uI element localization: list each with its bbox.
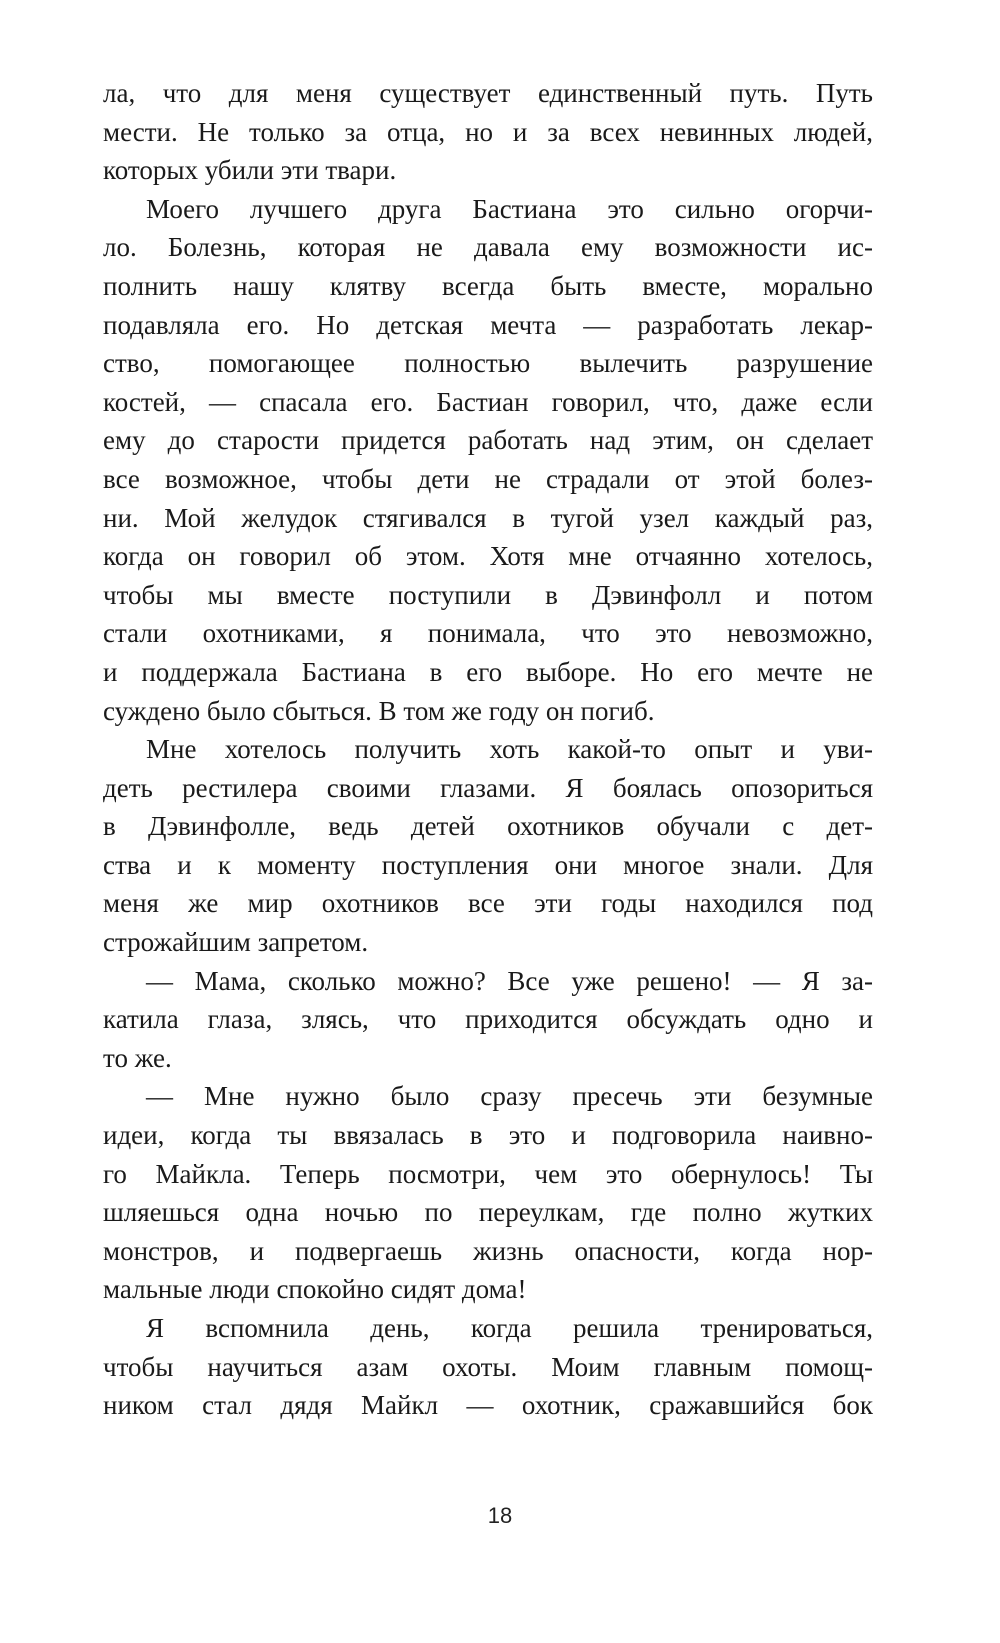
text-line: ства и к моменту поступления они многое знали. Для xyxy=(103,849,873,880)
text-line: стали охотниками, я понимала, что это невозможно, xyxy=(103,618,873,649)
text-line: го Майкла. Теперь посмотри, чем это обернулось! Ты xyxy=(103,1158,873,1189)
text-line: полнить нашу клятву всегда быть вместе, морально xyxy=(103,270,873,301)
text-line: и поддержала Бастиана в его выборе. Но его мечте не xyxy=(103,656,873,687)
text-line: строжайшим запретом. xyxy=(103,927,369,958)
paragraph xyxy=(103,1309,873,1425)
paragraph xyxy=(103,74,873,190)
text-line: ни. Мой желудок стягивался в тугой узел каждый раз, xyxy=(103,502,873,533)
text-line: монстров, и подвергаешь жизнь опасности, когда нор- xyxy=(103,1235,873,1266)
paragraph xyxy=(103,962,873,1078)
text-line: мальные люди спокойно сидят дома! xyxy=(103,1274,527,1305)
text-line: все возможное, чтобы дети не страдали от этой болез- xyxy=(103,463,873,494)
paragraph xyxy=(103,190,873,730)
text-line: Мне хотелось получить хоть какой-то опыт и уви- xyxy=(146,734,873,765)
text-line: Моего лучшего друга Бастиана это сильно огорчи- xyxy=(146,193,873,224)
text-line: которых убили эти твари. xyxy=(103,155,397,186)
text-line: идеи, когда ты ввязалась в это и подговорила наивно- xyxy=(103,1120,873,1151)
text-line: мести. Не только за отца, но и за всех невинных людей, xyxy=(103,116,873,147)
text-line: чтобы научиться азам охоты. Моим главным помощ- xyxy=(103,1351,873,1382)
text-line: — Мне нужно было сразу пресечь эти безумные xyxy=(146,1081,873,1112)
text-line: — Мама, сколько можно? Все уже решено! — Я за- xyxy=(146,965,873,996)
text-line: костей, — спасала его. Бастиан говорил, что, даже если xyxy=(103,386,873,417)
text-line: ла, что для меня существует единственный путь. Путь xyxy=(103,78,873,108)
text-line: деть рестилера своими глазами. Я боялась опозориться xyxy=(103,772,873,803)
text-line: суждено было сбыться. В том же году он погиб. xyxy=(103,695,655,726)
text-line: когда он говорил об этом. Хотя мне отчаянно хотелось, xyxy=(103,541,873,572)
text-line: в Дэвинфолле, ведь детей охотников обучали с дет- xyxy=(103,811,873,842)
text-line: меня же мир охотников все эти годы находился под xyxy=(103,888,873,919)
paragraph xyxy=(103,730,873,962)
text-line: катила глаза, злясь, что приходится обсуждать одно и xyxy=(103,1004,873,1035)
text-line: ему до старости придется работать над этим, он сделает xyxy=(103,425,873,456)
text-line: подавляла его. Но детская мечта — разработать лекар- xyxy=(103,309,873,340)
body-text xyxy=(103,74,873,1425)
text-line: ло. Болезнь, которая не давала ему возможности ис- xyxy=(103,232,873,263)
text-line: Я вспомнила день, когда решила тренироваться, xyxy=(146,1313,873,1343)
page-number: 18 xyxy=(487,1503,513,1528)
text-line: чтобы мы вместе поступили в Дэвинфолл и потом xyxy=(103,579,873,610)
text-line: ство, помогающее полностью вылечить разрушение xyxy=(103,348,873,379)
text-line: ником стал дядя Майкл — охотник, сражавшийся бок xyxy=(103,1390,873,1421)
text-line: шляешься одна ночью по переулкам, где полно жутких xyxy=(103,1197,873,1228)
paragraph xyxy=(103,1077,873,1309)
text-line: то же. xyxy=(103,1042,172,1073)
